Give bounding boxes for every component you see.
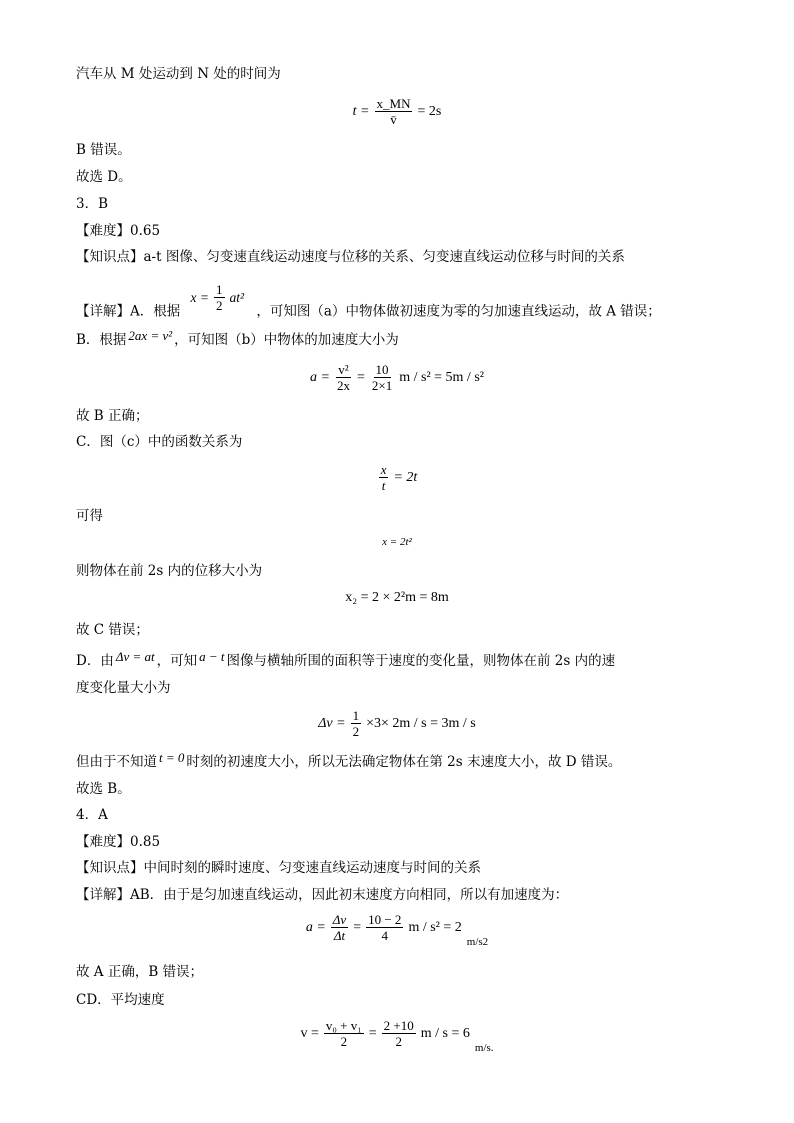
text-line: 【详解】AB．由于是匀加速直线运动，因此初末速度方向相同，所以有加速度为： <box>76 887 569 903</box>
eq-part: = <box>356 369 365 385</box>
eq-part: m / s = 6 <box>420 1025 470 1041</box>
text-line <box>76 651 615 671</box>
text-line: 故 B 正确； <box>76 408 149 424</box>
equation-average-velocity <box>0 1018 794 1054</box>
equation-function <box>0 462 794 493</box>
fraction-numerator: 10 <box>375 362 389 377</box>
text-line: CD．平均速度 <box>76 992 165 1008</box>
difficulty-label: 【难度】0.85 <box>76 834 161 850</box>
equation-acceleration <box>0 362 794 393</box>
eq-part: v = <box>300 1025 319 1041</box>
text-line: 则物体在前 2s 内的位移大小为 <box>76 563 263 579</box>
inline-equation: t = 0 <box>159 750 185 765</box>
inline-equation: 2ax = v² <box>128 328 173 343</box>
text-line: 度变化量大小为 <box>76 680 171 696</box>
fraction-denominator: t <box>381 478 386 493</box>
fraction-denominator: 2 <box>352 724 360 739</box>
text-span: 【详解】A．根据 <box>76 303 181 320</box>
text-line: 故选 D。 <box>76 169 132 185</box>
text-span: 但由于不知道 <box>76 754 157 770</box>
question-number: 3．B <box>76 196 109 212</box>
fraction-numerator: v² <box>338 362 349 377</box>
fraction-denominator: 2 <box>216 298 223 313</box>
fraction-denominator: 2×1 <box>371 378 393 393</box>
inline-equation <box>191 282 245 313</box>
fraction-denominator: v̄ <box>390 112 397 127</box>
equation-time <box>0 96 794 127</box>
equation-displacement-value <box>0 590 794 606</box>
equation-displacement <box>0 536 794 548</box>
eq-part: a = <box>305 919 326 935</box>
unit-label: m/s2 <box>466 935 489 948</box>
text-line: C．图（c）中的函数关系为 <box>76 434 243 450</box>
text-span: 图像与横轴所围的面积等于速度的变化量，则物体在前 2s 内的速 <box>226 653 616 669</box>
text-line: 故 A 正确，B 错误； <box>76 964 204 980</box>
eq-part: Δv = <box>318 715 346 731</box>
fraction-numerator: 2 +10 <box>383 1018 414 1033</box>
text-line: B 错误。 <box>76 142 131 158</box>
equation-velocity-change <box>0 708 794 739</box>
fraction-denominator: Δt <box>333 928 346 943</box>
eq-part: t = <box>352 103 370 119</box>
eq-part: = <box>368 1025 377 1041</box>
eq-part: = <box>353 919 362 935</box>
text-span: 时刻的初速度大小，所以无法确定物体在第 2s 末速度大小，故 D 错误。 <box>186 754 622 770</box>
eq-part: x = 2t² <box>382 536 412 548</box>
difficulty-label: 【难度】0.65 <box>76 223 161 239</box>
text-line: 故选 B。 <box>76 781 131 797</box>
eq-part: = 2s <box>417 103 442 119</box>
fraction-numerator: x_MN <box>376 96 411 111</box>
text-span: B．根据 <box>76 332 127 348</box>
text-span: ，可知图（b）中物体的加速度大小为 <box>174 332 399 348</box>
fraction-denominator: 2 <box>340 1034 348 1049</box>
eq-part: = 2t <box>393 469 418 485</box>
unit-label: m/s. <box>474 1041 494 1054</box>
eq-part: a = <box>310 369 330 385</box>
equation-acceleration-4 <box>0 912 794 948</box>
eq-part: at² <box>229 289 245 305</box>
eq-part: x₂ = 2 × 2²m = 8m <box>345 590 449 605</box>
fraction-denominator: 2x <box>336 378 350 393</box>
text-span: D．由 <box>76 653 114 669</box>
text-span: ，可知 <box>156 653 198 669</box>
fraction-numerator: 10 − 2 <box>368 912 402 927</box>
eq-part: m / s² = 5m / s² <box>399 369 484 385</box>
text-span: ，可知图（a）中物体做初速度为零的匀加速直线运动，故 A 错误； <box>256 303 661 320</box>
fraction-numerator: 1 <box>352 708 360 723</box>
fraction-numerator: v₀ + v₁ <box>325 1018 362 1033</box>
text-line: 故 C 错误； <box>76 622 149 638</box>
fraction-numerator: 1 <box>216 282 223 297</box>
fraction-denominator: 4 <box>381 928 389 943</box>
text-line: 汽车从 M 处运动到 N 处的时间为 <box>76 66 281 82</box>
inline-equation: Δv = at <box>115 649 155 664</box>
knowledge-points: 【知识点】a-t 图像、匀变速直线运动速度与位移的关系、匀变速直线运动位移与时间的关系 <box>76 249 625 265</box>
text-line <box>76 282 661 327</box>
inline-equation: a − t <box>199 649 225 664</box>
text-line <box>76 330 399 350</box>
fraction-numerator: Δv <box>332 912 347 927</box>
eq-part: ×3× 2m / s = 3m / s <box>366 715 476 731</box>
fraction-denominator: 2 <box>395 1034 402 1049</box>
knowledge-points: 【知识点】中间时刻的瞬时速度、匀变速直线运动速度与时间的关系 <box>76 860 481 876</box>
question-number: 4．A <box>76 807 108 823</box>
eq-part: x = <box>190 289 210 305</box>
eq-part: m / s² = 2 <box>408 919 462 935</box>
text-line: 可得 <box>76 508 103 524</box>
fraction-numerator: x <box>380 462 387 477</box>
text-line <box>76 752 621 772</box>
